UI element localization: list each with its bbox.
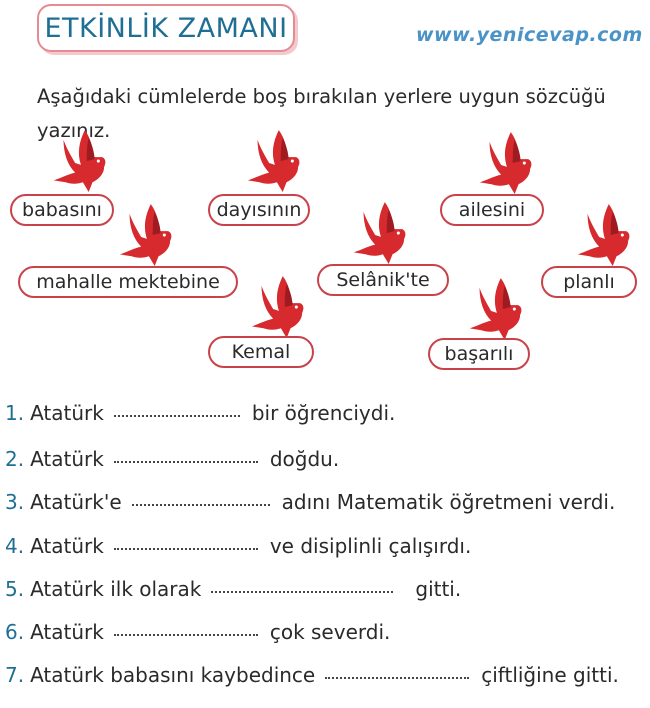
- question-text-before: Atatürk ilk olarak: [30, 577, 202, 601]
- answer-blank[interactable]: [114, 457, 258, 463]
- question-text-after: gitti.: [415, 577, 462, 601]
- dove-icon: [350, 200, 408, 268]
- question-text-before: Atatürk: [30, 401, 104, 425]
- question-row: [5, 534, 471, 558]
- question-text-before: Atatürk: [30, 447, 104, 471]
- question-text-before: Atatürk: [30, 620, 104, 644]
- word-card[interactable]: Selânik'te: [317, 264, 449, 296]
- word-card[interactable]: Kemal: [208, 336, 314, 368]
- question-text-after: adını Matematik öğretmeni verdi.: [281, 490, 616, 514]
- question-number: 5.: [5, 577, 25, 601]
- dove-icon: [116, 202, 174, 270]
- dove-icon: [248, 274, 306, 342]
- instruction-text: Aşağıdaki cümlelerde boş bırakılan yerlere uygun sözcüğü yazınız.: [37, 85, 606, 142]
- word-card[interactable]: babasını: [10, 194, 114, 226]
- dove-icon: [466, 276, 524, 344]
- answer-blank[interactable]: [114, 630, 258, 636]
- dove-icon: [574, 202, 632, 270]
- word-card[interactable]: dayısının: [208, 194, 310, 226]
- title-box: [37, 4, 295, 52]
- word-card[interactable]: planlı: [541, 266, 637, 298]
- dove-icon: [50, 128, 108, 196]
- question-row: [5, 663, 619, 687]
- answer-blank[interactable]: [132, 500, 270, 506]
- question-row: [5, 577, 461, 601]
- answer-blank[interactable]: [114, 411, 240, 417]
- answer-blank[interactable]: [325, 673, 469, 679]
- question-row: [5, 490, 615, 514]
- question-text-after: çiftliğine gitti.: [481, 663, 619, 687]
- question-text-after: bir öğrenciydi.: [251, 401, 396, 425]
- question-text-before: Atatürk: [30, 534, 104, 558]
- question-text-after: çok severdi.: [269, 620, 391, 644]
- question-text-after: doğdu.: [269, 447, 340, 471]
- website-link[interactable]: www.yenicevap.com: [416, 24, 643, 46]
- question-text-before: Atatürk'e: [30, 490, 122, 514]
- question-row: [5, 620, 390, 644]
- question-text-after: ve disiplinli çalışırdı.: [269, 534, 472, 558]
- question-number: 1.: [5, 401, 25, 425]
- answer-blank[interactable]: [211, 587, 393, 593]
- question-row: [5, 447, 339, 471]
- question-number: 3.: [5, 490, 25, 514]
- question-number: 2.: [5, 447, 25, 471]
- question-row: [5, 401, 395, 425]
- page-title: ETKİNLİK ZAMANI: [44, 12, 288, 44]
- question-number: 6.: [5, 620, 25, 644]
- question-number: 4.: [5, 534, 25, 558]
- word-card[interactable]: ailesini: [440, 194, 544, 226]
- dove-icon: [476, 130, 534, 198]
- answer-blank[interactable]: [114, 544, 258, 550]
- dove-icon: [244, 128, 302, 196]
- question-number: 7.: [5, 663, 25, 687]
- word-card[interactable]: başarılı: [428, 338, 530, 370]
- word-card[interactable]: mahalle mektebine: [18, 266, 238, 298]
- question-text-before: Atatürk babasını kaybedince: [30, 663, 316, 687]
